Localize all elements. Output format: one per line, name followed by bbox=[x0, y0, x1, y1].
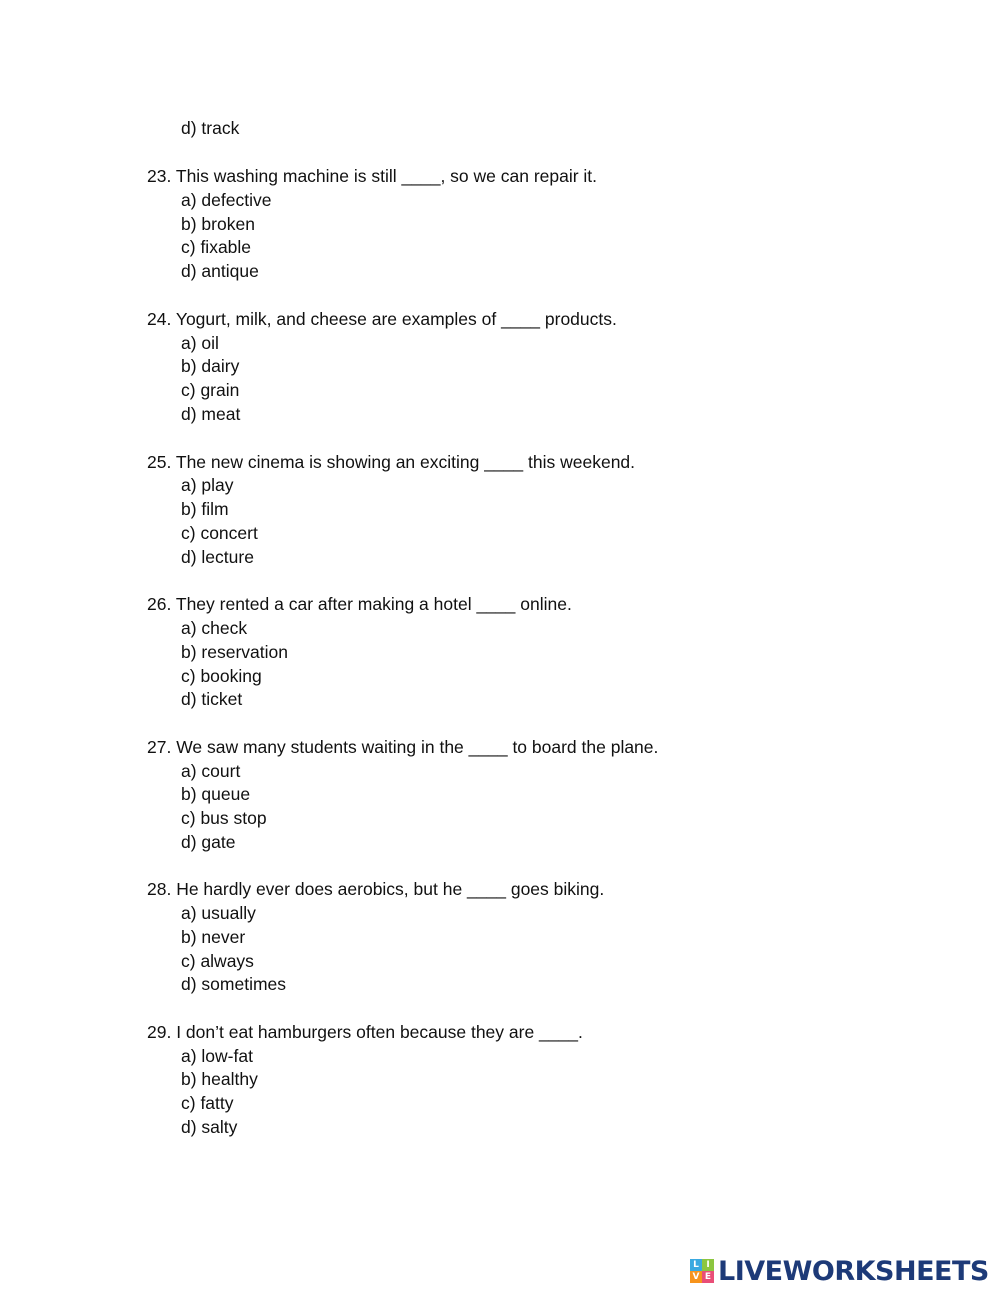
option-26-c: c) booking bbox=[181, 666, 262, 686]
question-26: 26. They rented a car after making a hotel ____ online. bbox=[147, 594, 572, 614]
option-23-b: b) broken bbox=[181, 214, 255, 234]
option-28-a: a) usually bbox=[181, 903, 256, 923]
option-24-b: b) dairy bbox=[181, 356, 240, 376]
option-28-c: c) always bbox=[181, 951, 254, 971]
logo-icon-cell-l: L bbox=[690, 1259, 702, 1271]
logo-icon-cell-i: I bbox=[702, 1259, 714, 1271]
option-29-c: c) fatty bbox=[181, 1093, 234, 1113]
question-29: 29. I don’t eat hamburgers often because they are ____. bbox=[147, 1022, 583, 1042]
question-28: 28. He hardly ever does aerobics, but he ____ goes biking. bbox=[147, 879, 605, 899]
option-26-d: d) ticket bbox=[181, 689, 243, 709]
option-28-d: d) sometimes bbox=[181, 974, 287, 994]
option-29-b: b) healthy bbox=[181, 1069, 258, 1089]
option-25-d: d) lecture bbox=[181, 547, 254, 567]
option-28-b: b) never bbox=[181, 927, 246, 947]
option-27-c: c) bus stop bbox=[181, 808, 267, 828]
option-24-c: c) grain bbox=[181, 380, 240, 400]
option-29-d: d) salty bbox=[181, 1117, 238, 1137]
question-24: 24. Yogurt, milk, and cheese are examples of ____ products. bbox=[147, 309, 617, 329]
option-26-b: b) reservation bbox=[181, 642, 288, 662]
question-27: 27. We saw many students waiting in the ____ to board the plane. bbox=[147, 737, 659, 757]
option-22-d: d) track bbox=[181, 118, 240, 138]
logo-icon-cell-e: E bbox=[702, 1271, 714, 1283]
option-23-c: c) fixable bbox=[181, 237, 252, 257]
logo-wordmark: LIVEWORKSHEETS bbox=[718, 1255, 989, 1287]
liveworksheets-logo-icon bbox=[690, 1259, 714, 1283]
option-29-a: a) low-fat bbox=[181, 1046, 253, 1066]
option-25-b: b) film bbox=[181, 499, 229, 519]
option-23-a: a) defective bbox=[181, 190, 272, 210]
option-27-b: b) queue bbox=[181, 784, 251, 804]
option-27-d: d) gate bbox=[181, 832, 236, 852]
option-27-a: a) court bbox=[181, 761, 241, 781]
option-26-a: a) check bbox=[181, 618, 248, 638]
logo-icon-cell-v: V bbox=[690, 1271, 702, 1283]
option-24-a: a) oil bbox=[181, 333, 219, 353]
question-25: 25. The new cinema is showing an exciting ____ this weekend. bbox=[147, 452, 636, 472]
option-25-a: a) play bbox=[181, 475, 234, 495]
option-25-c: c) concert bbox=[181, 523, 258, 543]
question-23: 23. This washing machine is still ____, so we can repair it. bbox=[147, 166, 598, 186]
option-23-d: d) antique bbox=[181, 261, 259, 281]
liveworksheets-logo[interactable] bbox=[690, 1256, 989, 1286]
option-24-d: d) meat bbox=[181, 404, 241, 424]
